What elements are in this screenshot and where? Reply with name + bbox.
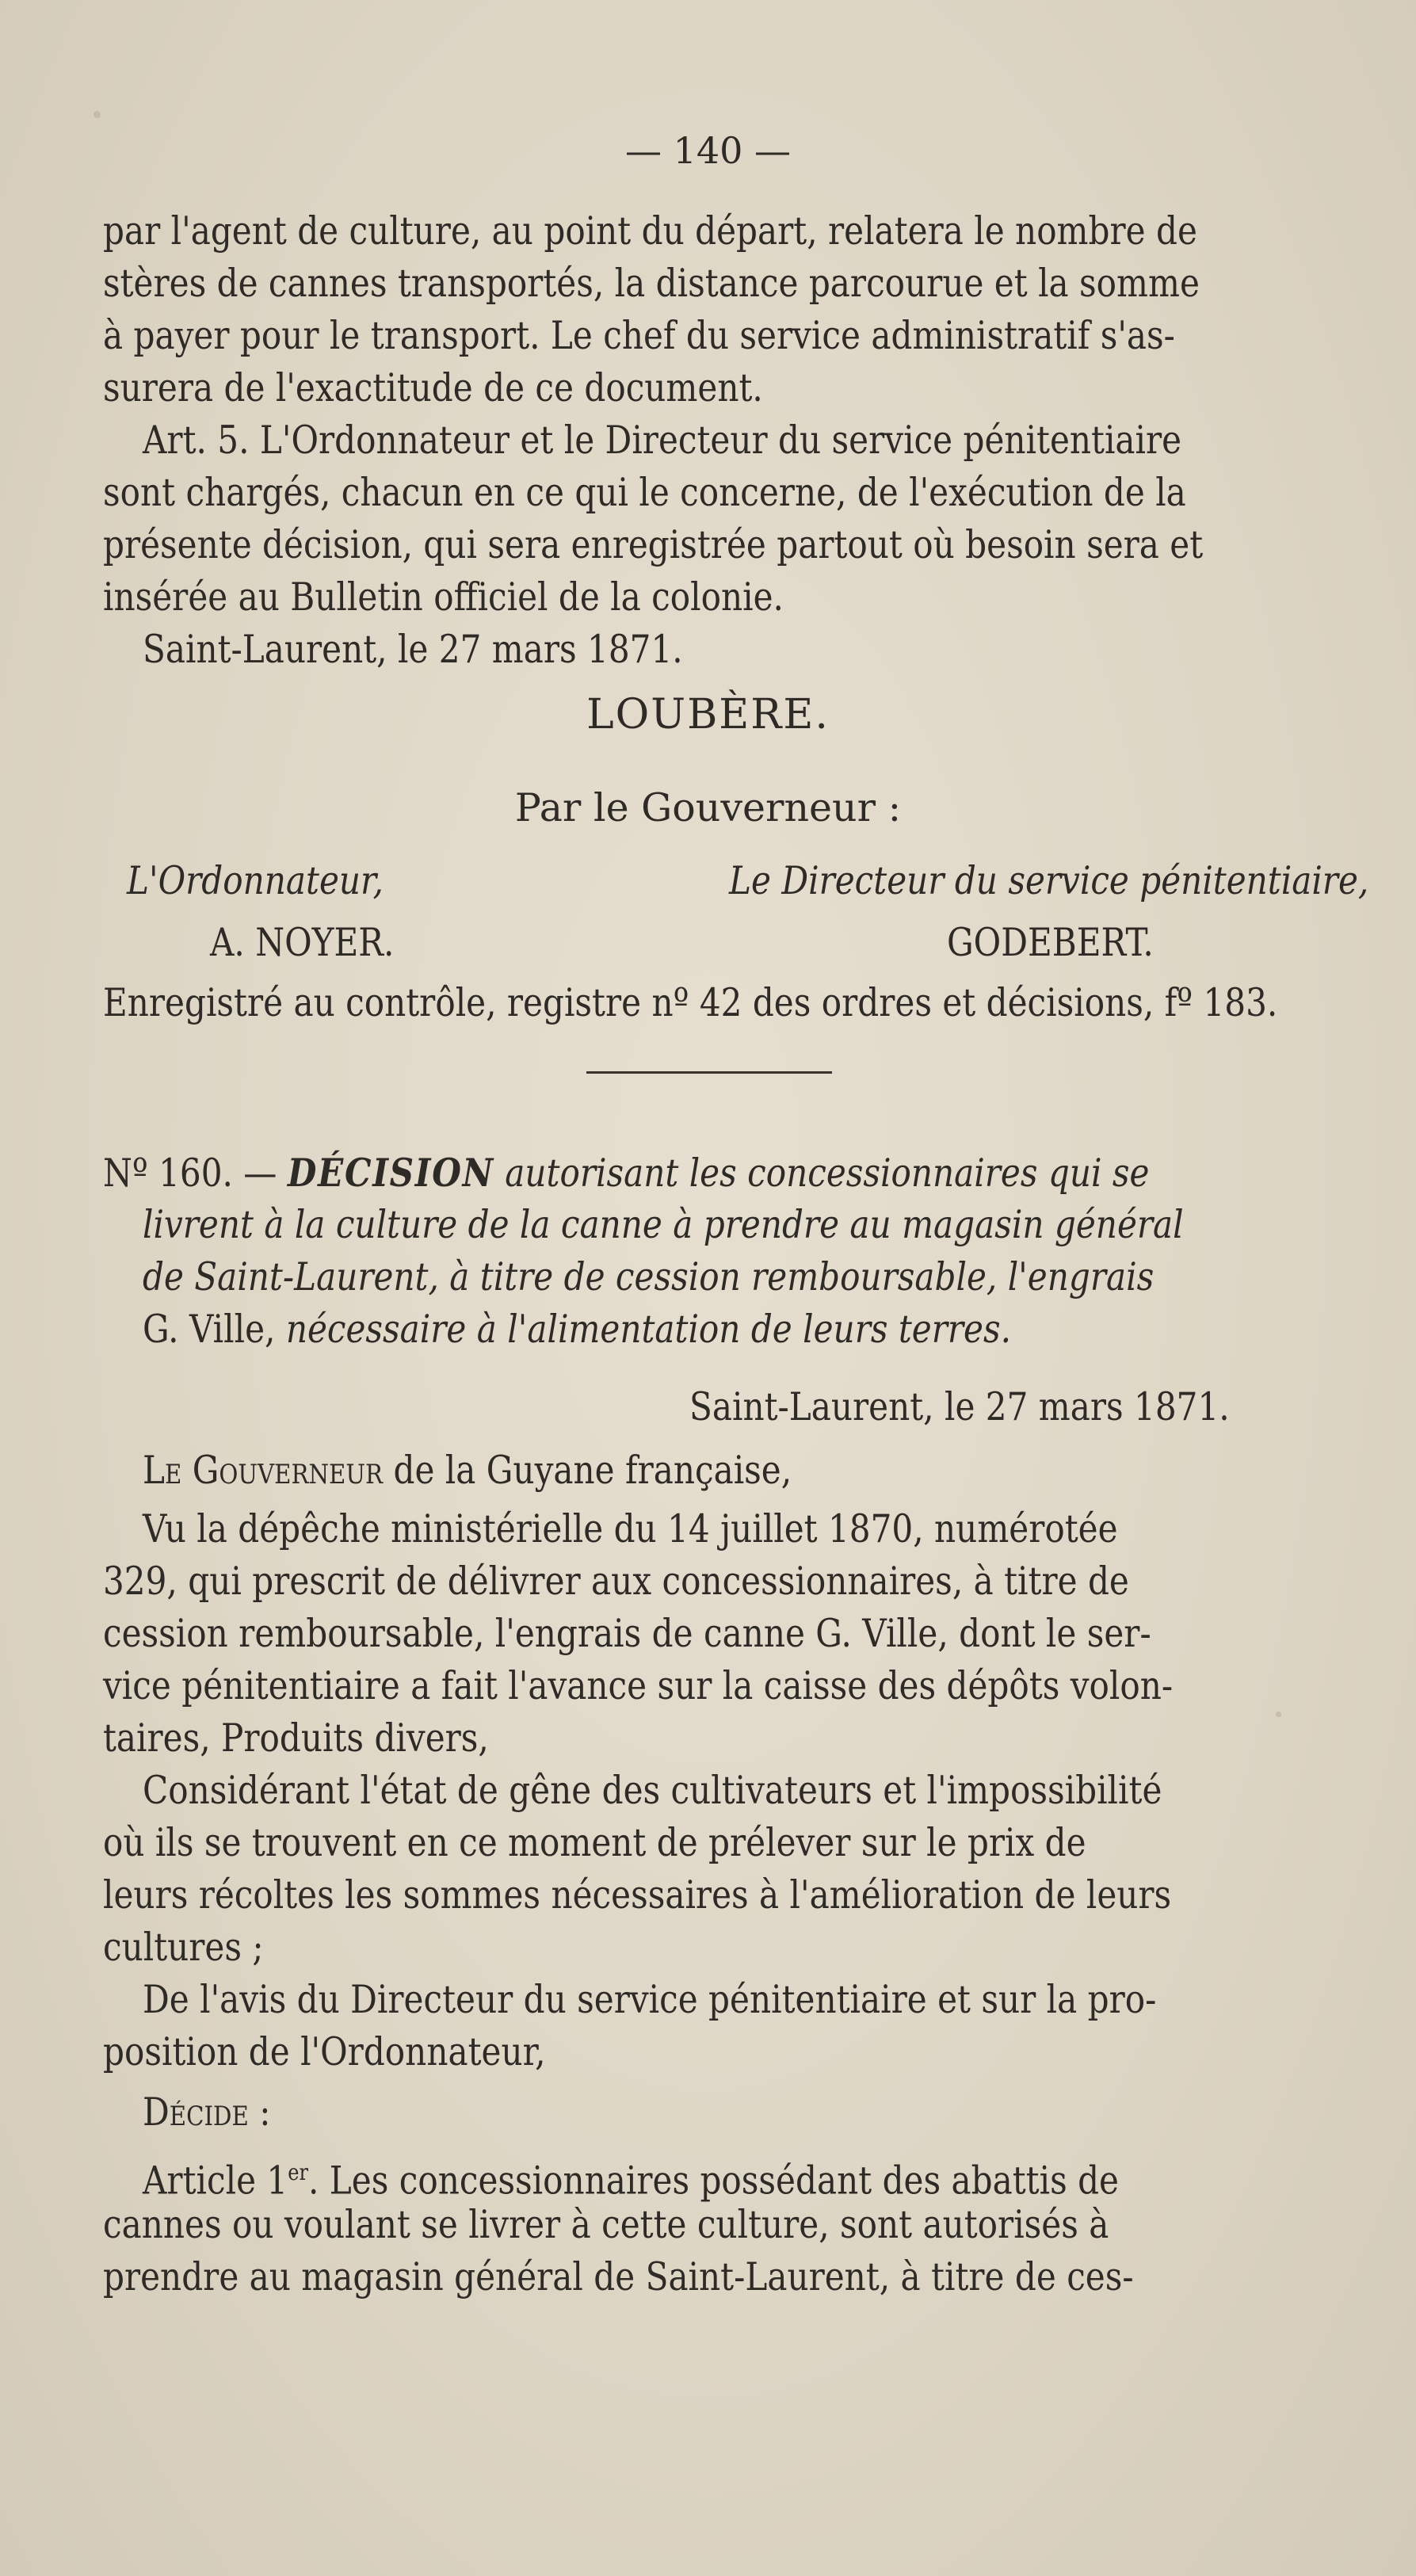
registration-line: Enregistré au contrôle, registre nº 42 des ordres et décisions, fº 183. <box>103 980 1278 1025</box>
text-line: où ils se trouvent en ce moment de prélever sur le prix de <box>103 1820 1086 1865</box>
text-line: cession remboursable, l'engrais de canne G. Ville, dont le ser- <box>103 1611 1151 1656</box>
le-gouverneur-rest: de la Guyane française, <box>393 1448 792 1493</box>
governor-signature: LOUBÈRE. <box>586 691 830 738</box>
decision-title-line: livrent à la culture de la canne à prendre au magasin général <box>143 1202 1184 1247</box>
ordonnateur-title: L'Ordonnateur, <box>127 858 384 903</box>
text-line: vice pénitentiaire a fait l'avance sur la caisse des dépôts volon- <box>103 1663 1174 1708</box>
decision-heading-line <box>103 1149 1150 1197</box>
text-line: Vu la dépêche ministérielle du 14 juillet 1870, numérotée <box>143 1506 1118 1551</box>
text-line: position de l'Ordonnateur, <box>103 2029 546 2074</box>
section-divider <box>586 1071 832 1074</box>
ordonnateur-name: A. NOYER. <box>210 920 395 965</box>
par-le-gouverneur: Par le Gouverneur : <box>514 785 902 830</box>
text-line: taires, Produits divers, <box>103 1715 489 1761</box>
text-line: insérée au Bulletin officiel de la colonie. <box>103 574 784 620</box>
decision-number: Nº 160. — <box>103 1151 277 1196</box>
article-1-superscript: er <box>288 2159 308 2185</box>
text-line: leurs récoltes les sommes nécessaires à l'amélioration de leurs <box>103 1872 1172 1918</box>
decision-title-line: de Saint-Laurent, à titre de cession remboursable, l'engrais <box>143 1254 1155 1299</box>
directeur-title: Le Directeur du service pénitentiaire, <box>729 858 1369 903</box>
decision-title-word: DÉCISION <box>287 1150 494 1196</box>
article-1-line <box>143 2149 1165 2204</box>
text-line: présente décision, qui sera enregistrée partout où besoin sera et <box>103 522 1204 567</box>
text-line: De l'avis du Directeur du service pénitentiaire et sur la pro- <box>143 1977 1157 2022</box>
text-line: stères de cannes transportés, la distance parcourue et la somme <box>103 261 1200 306</box>
engrais-name: G. Ville, <box>143 1307 276 1352</box>
decision-title-end: nécessaire à l'alimentation de leurs terres. <box>285 1307 1011 1352</box>
le-gouverneur-line <box>143 1447 1165 1494</box>
article-1-text: . Les concessionnaires possédant des abattis de <box>307 2158 1120 2204</box>
text-line: par l'agent de culture, au point du départ, relatera le nombre de <box>103 208 1197 254</box>
paper-speck <box>94 111 101 118</box>
le-gouverneur-label: Le Gouverneur <box>143 1448 384 1493</box>
decide-label: Décide : <box>143 2089 271 2135</box>
text-line: cultures ; <box>103 1925 264 1970</box>
text-line: 329, qui prescrit de délivrer aux concessionnaires, à titre de <box>103 1559 1129 1604</box>
decision-title-rest: autorisant les concessionnaires qui se <box>505 1151 1150 1196</box>
text-line: Art. 5. L'Ordonnateur et le Directeur du service pénitentiaire <box>143 418 1182 463</box>
place-date: Saint-Laurent, le 27 mars 1871. <box>689 1384 1230 1429</box>
text-line: Considérant l'état de gêne des cultivateurs et l'impossibilité <box>143 1768 1162 1813</box>
place-date: Saint-Laurent, le 27 mars 1871. <box>143 627 683 672</box>
article-1-label: Article 1 <box>143 2158 288 2204</box>
page-number: — 140 — <box>624 129 792 172</box>
directeur-name: GODEBERT. <box>947 920 1154 965</box>
text-line: cannes ou voulant se livrer à cette culture, sont autorisés à <box>103 2202 1109 2247</box>
text-line: surera de l'exactitude de ce document. <box>103 365 763 410</box>
text-line: sont chargés, chacun en ce qui le concerne, de l'exécution de la <box>103 470 1186 515</box>
paper-speck <box>1276 1712 1281 1717</box>
decision-title-line <box>143 1306 1165 1353</box>
text-line: prendre au magasin général de Saint-Laurent, à titre de ces- <box>103 2254 1134 2299</box>
text-line: à payer pour le transport. Le chef du service administratif s'as- <box>103 313 1175 358</box>
